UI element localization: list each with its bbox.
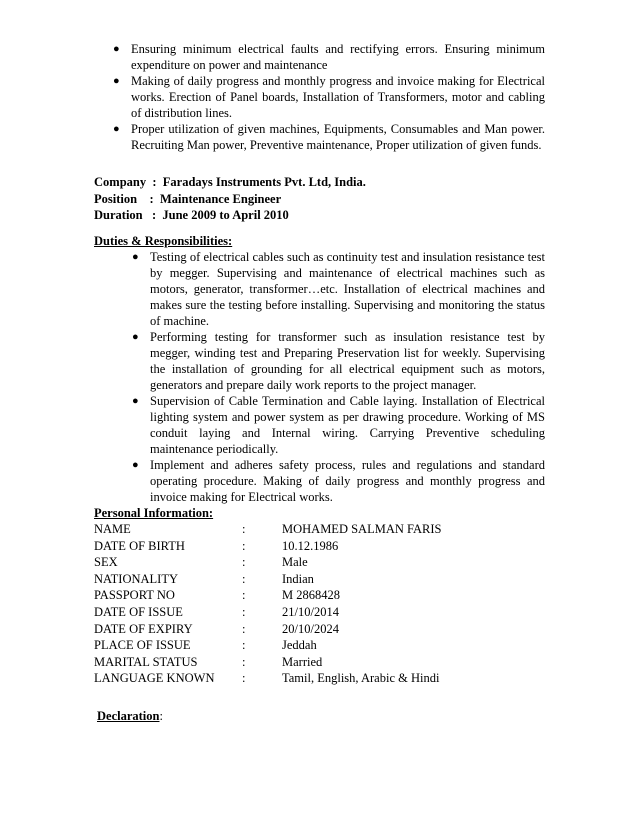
list-item: [132, 393, 545, 457]
info-value: 20/10/2024: [282, 621, 339, 636]
duties-heading: Duties & Responsibilities:: [94, 234, 233, 248]
list-item: [132, 249, 545, 329]
position-line: Position : Maintenance Engineer: [94, 191, 282, 206]
info-value: Tamil, English, Arabic & Hindi: [282, 671, 440, 686]
declaration-label: Declaration: [97, 709, 160, 723]
bullet-text: Proper utilization of given machines, Equipments, Consumables and Man power. Recruiting Man power, Preventive maintenance, Proper utilization of given funds.: [131, 122, 545, 152]
list-item: [113, 121, 545, 153]
table-row: [94, 670, 554, 687]
info-key: SEX: [94, 555, 118, 570]
declaration-colon: :: [159, 709, 163, 723]
info-key: PASSPORT NO: [94, 588, 175, 603]
info-key: LANGUAGE KNOWN: [94, 671, 215, 686]
bullet-text: Ensuring minimum electrical faults and rectifying errors. Ensuring minimum expenditure on power and maintenance: [131, 42, 545, 72]
duties-list: [132, 249, 545, 505]
company-block: [94, 174, 366, 224]
duty-text: Supervision of Cable Termination and Cable laying. Installation of Electrical lighting system and power system as per drawing procedure. Working of MS conduit laying and Internal wiring. Carrying Preventive scheduling maintenance periodically.: [150, 394, 545, 456]
info-separator: :: [242, 588, 246, 603]
info-separator: :: [242, 555, 246, 570]
table-row: [94, 587, 554, 604]
info-separator: :: [242, 621, 246, 636]
table-row: [94, 621, 554, 638]
top-bullet-list: [113, 41, 545, 153]
info-separator: :: [242, 604, 246, 619]
info-value: Jeddah: [282, 638, 317, 653]
list-item: [132, 457, 545, 505]
info-key: MARITAL STATUS: [94, 654, 198, 669]
table-row: [94, 571, 554, 588]
info-separator: :: [242, 654, 246, 669]
bullet-icon: ●: [113, 43, 120, 55]
table-row: [94, 654, 554, 671]
personal-info-heading: Personal Information:: [94, 506, 214, 520]
info-key: NATIONALITY: [94, 571, 179, 586]
table-row: [94, 604, 554, 621]
info-value: MOHAMED SALMAN FARIS: [282, 522, 442, 536]
info-value: Married: [282, 654, 323, 669]
info-value: Male: [282, 555, 308, 570]
bullet-icon: ●: [113, 123, 120, 135]
info-value: Indian: [282, 571, 314, 586]
company-line: Company : Faradays Instruments Pvt. Ltd, India.: [94, 175, 366, 189]
list-item: [113, 73, 545, 121]
bullet-icon: ●: [132, 331, 139, 343]
declaration-heading: [97, 708, 163, 724]
info-key: PLACE OF ISSUE: [94, 638, 191, 653]
info-value: M 2868428: [282, 588, 340, 603]
info-separator: :: [242, 522, 246, 536]
duty-text: Implement and adheres safety process, rules and regulations and standard operating procedure. Making of daily progress and monthly progress and invoice making for Electrical works.: [150, 458, 545, 504]
duty-text: Testing of electrical cables such as continuity test and insulation resistance test by megger. Supervising and maintenance of electrical machines such as motors, generator, transformer…etc. Installation of electrical machines and makes sure the testing before installing. Supervising and monitoring the status of machine.: [150, 250, 545, 328]
table-row: [94, 554, 554, 571]
bullet-text: Making of daily progress and monthly progress and invoice making for Electrical works. Erection of Panel boards, Installation of Transformers, motor and cabling of distribution lines.: [131, 74, 545, 120]
info-key: DATE OF ISSUE: [94, 604, 183, 619]
info-key: DATE OF EXPIRY: [94, 621, 193, 636]
table-row: [94, 521, 554, 538]
info-value: 21/10/2014: [282, 604, 339, 619]
bullet-icon: ●: [132, 395, 139, 407]
info-separator: :: [242, 638, 246, 653]
duty-text: Performing testing for transformer such as insulation resistance test by megger, winding test and Preparing Preservation list for weekly. Supervising the installation of grounding for all electrical equipment such as motors, generators and prepare daily work reports to the project manager.: [150, 330, 545, 392]
info-separator: :: [242, 671, 246, 686]
duration-line: Duration : June 2009 to April 2010: [94, 208, 289, 222]
info-key: NAME: [94, 522, 131, 536]
bullet-icon: ●: [113, 75, 120, 87]
table-row: [94, 538, 554, 555]
list-item: [113, 41, 545, 73]
info-key: DATE OF BIRTH: [94, 538, 185, 553]
info-separator: :: [242, 571, 246, 586]
info-value: 10.12.1986: [282, 538, 339, 553]
table-row: [94, 637, 554, 654]
bullet-icon: ●: [132, 251, 139, 263]
list-item: [132, 329, 545, 393]
personal-info-table: [94, 521, 554, 687]
bullet-icon: ●: [132, 459, 139, 471]
info-separator: :: [242, 538, 246, 553]
